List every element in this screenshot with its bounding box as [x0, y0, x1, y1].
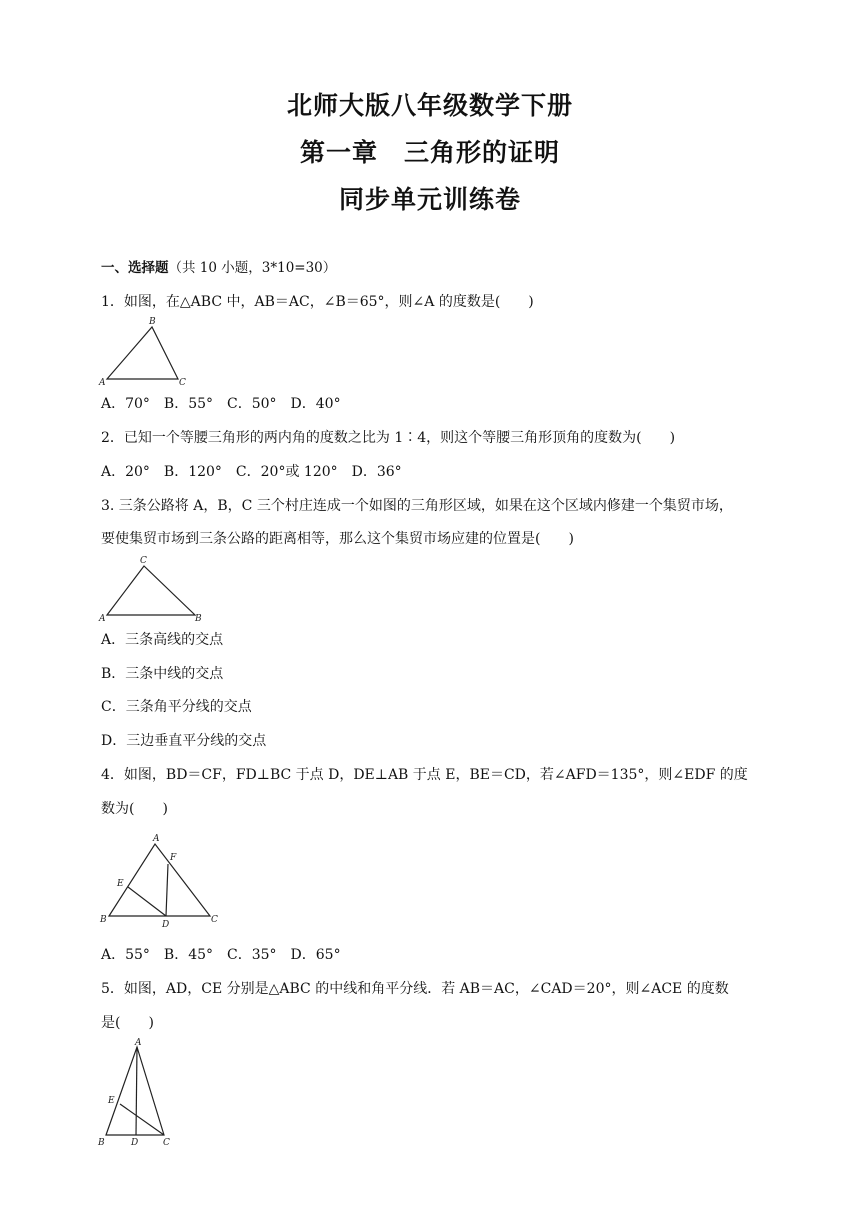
question-5-figure [95, 1037, 185, 1152]
label-b: B [98, 1138, 105, 1148]
question-3-option-a: A．三条高线的交点 [101, 632, 224, 648]
segment-ad [136, 1047, 137, 1135]
question-5-stem-line-1: 5．如图，AD，CE 分别是△ABC 的中线和角平分线．若 AB＝AC，∠CAD＝20°，则∠ACE 的度数 [101, 981, 729, 997]
label-b: B [100, 915, 107, 925]
segment-de [128, 887, 166, 916]
triangle-abc [107, 566, 195, 615]
doc-subtitle: 同步单元训练卷 [338, 185, 521, 214]
question-4-options: A．55° B．45° C．35° D．65° [101, 947, 341, 963]
question-1-figure [97, 315, 192, 387]
label-e: E [117, 879, 124, 889]
segment-ce [120, 1104, 164, 1135]
label-a: A [99, 378, 106, 388]
label-a: A [135, 1038, 142, 1048]
doc-title: 北师大版八年级数学下册 [286, 91, 573, 120]
label-c: C [140, 556, 147, 566]
label-a: A [99, 614, 106, 624]
label-d: D [162, 920, 170, 930]
question-4-stem-line-2: 数为( ) [101, 801, 168, 817]
question-1-options: A．70° B．55° C．50° D．40° [101, 396, 341, 412]
section-heading [101, 258, 771, 278]
question-3-stem-line-2: 要使集贸市场到三条公路的距离相等，那么这个集贸市场应建的位置是( ) [101, 531, 574, 547]
question-4-stem-line-1: 4．如图，BD＝CF，FD⊥BC 于点 D，DE⊥AB 于点 E，BE＝CD，若∠AFD＝135°，则∠EDF 的度 [101, 767, 748, 783]
segment-fd [166, 864, 168, 916]
label-c: C [163, 1138, 170, 1148]
question-1-stem: 1．如图，在△ABC 中，AB＝AC，∠B＝65°，则∠A 的度数是( ) [101, 294, 534, 310]
triangle-abc [106, 1047, 164, 1135]
label-c: C [179, 378, 186, 388]
label-c: C [211, 915, 218, 925]
label-d: D [131, 1138, 139, 1148]
question-4-figure [97, 830, 227, 932]
chapter-title: 第一章 三角形的证明 [299, 138, 560, 167]
label-b: B [149, 317, 156, 327]
question-2-stem: 2．已知一个等腰三角形的两内角的度数之比为 1∶4，则这个等腰三角形顶角的度数为( ) [101, 430, 676, 446]
question-5-stem-line-2: 是( ) [101, 1015, 154, 1031]
triangle-abc [109, 844, 210, 916]
section-note: （共 10 小题，3*10=30） [168, 260, 337, 276]
question-3-figure [97, 553, 212, 625]
question-3-option-b: B．三条中线的交点 [101, 666, 224, 682]
question-3-option-c: C．三条角平分线的交点 [101, 699, 252, 715]
question-3-option-d: D．三边垂直平分线的交点 [101, 733, 267, 749]
section-label: 一、选择题 [101, 260, 169, 276]
triangle-abc [107, 327, 178, 379]
label-e: E [108, 1096, 115, 1106]
question-3-stem-line-1: 3. 三条公路将 A，B，C 三个村庄连成一个如图的三角形区域，如果在这个区域内修建一个集贸市场， [101, 498, 733, 514]
label-f: F [170, 853, 177, 863]
question-2-options: A．20° B．120° C．20°或 120° D．36° [101, 464, 402, 480]
label-a: A [153, 834, 160, 844]
label-b: B [195, 614, 202, 624]
